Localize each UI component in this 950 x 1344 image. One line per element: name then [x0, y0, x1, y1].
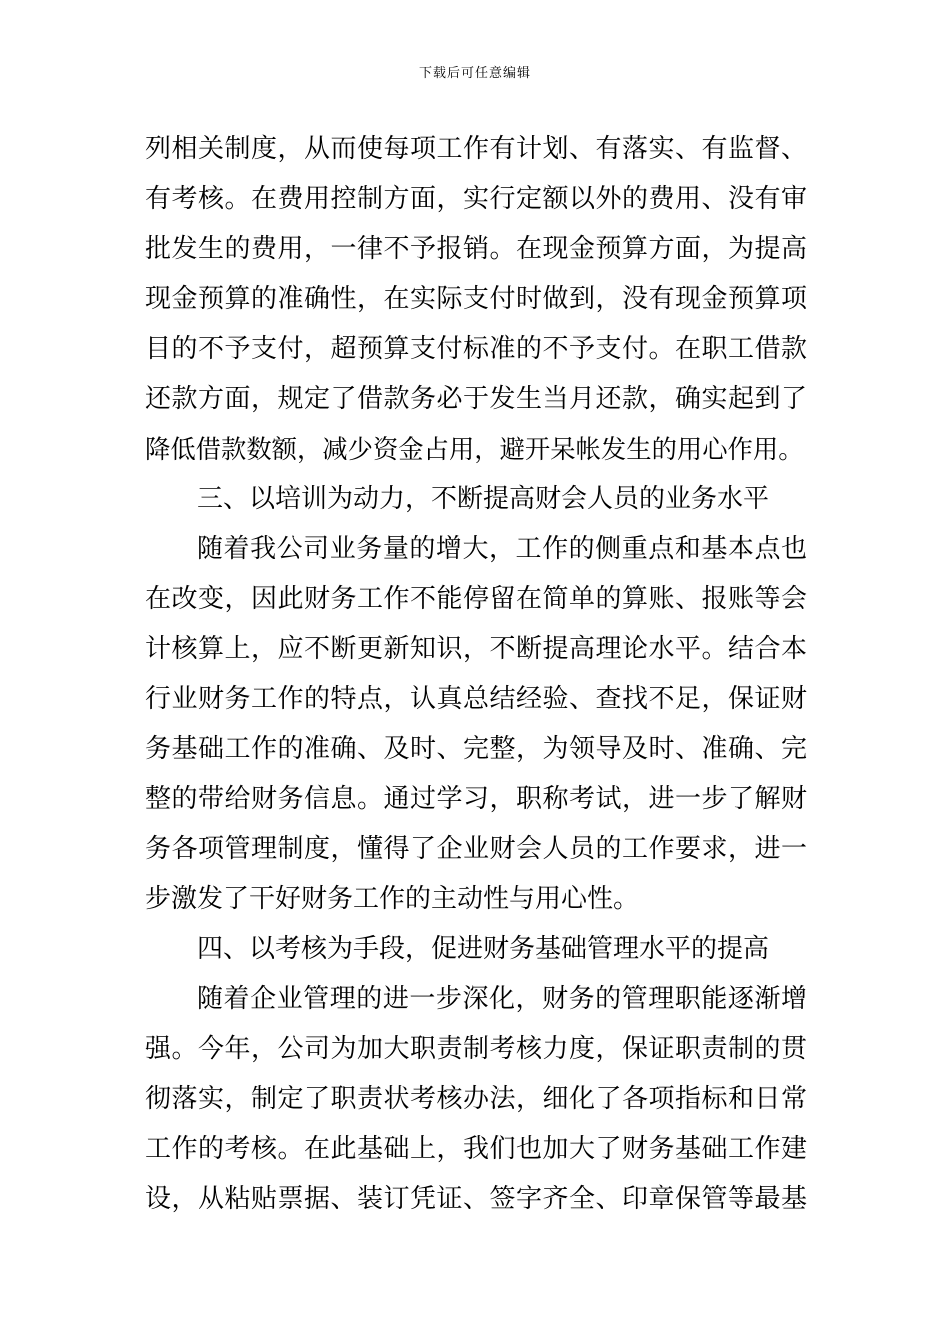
text-line: 还款方面，规定了借款务必于发生当月还款，确实起到了 — [145, 384, 807, 414]
page-header: 下载后可任意编辑 — [418, 66, 531, 81]
text-line: 设，从粘贴票据、装订凭证、签字齐全、印章保管等最基 — [145, 1184, 807, 1214]
text-line: 降低借款数额，减少资金占用，避开呆帐发生的用心作用。 — [145, 434, 804, 464]
text-line: 四、以考核为手段，促进财务基础管理水平的提高 — [197, 934, 770, 964]
text-line: 目的不予支付，超预算支付标准的不予支付。在职工借款 — [145, 334, 807, 364]
text-line: 彻落实，制定了职责状考核办法，细化了各项指标和日常 — [145, 1084, 807, 1114]
text-line: 批发生的费用，一律不予报销。在现金预算方面，为提高 — [145, 234, 807, 264]
document-body — [145, 124, 807, 1224]
text-line: 计核算上，应不断更新知识，不断提高理论水平。结合本 — [145, 634, 807, 664]
text-line: 行业财务工作的特点，认真总结经验、查找不足，保证财 — [145, 684, 807, 714]
text-line: 整的带给财务信息。通过学习，职称考试，进一步了解财 — [145, 784, 807, 814]
text-line: 务各项管理制度，懂得了企业财会人员的工作要求，进一 — [145, 834, 807, 864]
text-line: 现金预算的准确性，在实际支付时做到，没有现金预算项 — [145, 284, 807, 314]
text-line: 务基础工作的准确、及时、完整，为领导及时、准确、完 — [145, 734, 807, 764]
text-line: 随着企业管理的进一步深化，财务的管理职能逐渐增 — [197, 984, 807, 1014]
text-line: 工作的考核。在此基础上，我们也加大了财务基础工作建 — [145, 1134, 807, 1164]
text-line: 三、以培训为动力，不断提高财会人员的业务水平 — [197, 484, 770, 514]
text-line: 有考核。在费用控制方面，实行定额以外的费用、没有审 — [145, 184, 807, 214]
text-line: 随着我公司业务量的增大，工作的侧重点和基本点也 — [197, 534, 807, 564]
text-line: 强。今年，公司为加大职责制考核力度，保证职责制的贯 — [145, 1034, 807, 1064]
text-line: 在改变，因此财务工作不能停留在简单的算账、报账等会 — [145, 584, 807, 614]
text-line: 列相关制度，从而使每项工作有计划、有落实、有监督、 — [145, 134, 807, 164]
text-line: 步激发了干好财务工作的主动性与用心性。 — [145, 884, 640, 914]
